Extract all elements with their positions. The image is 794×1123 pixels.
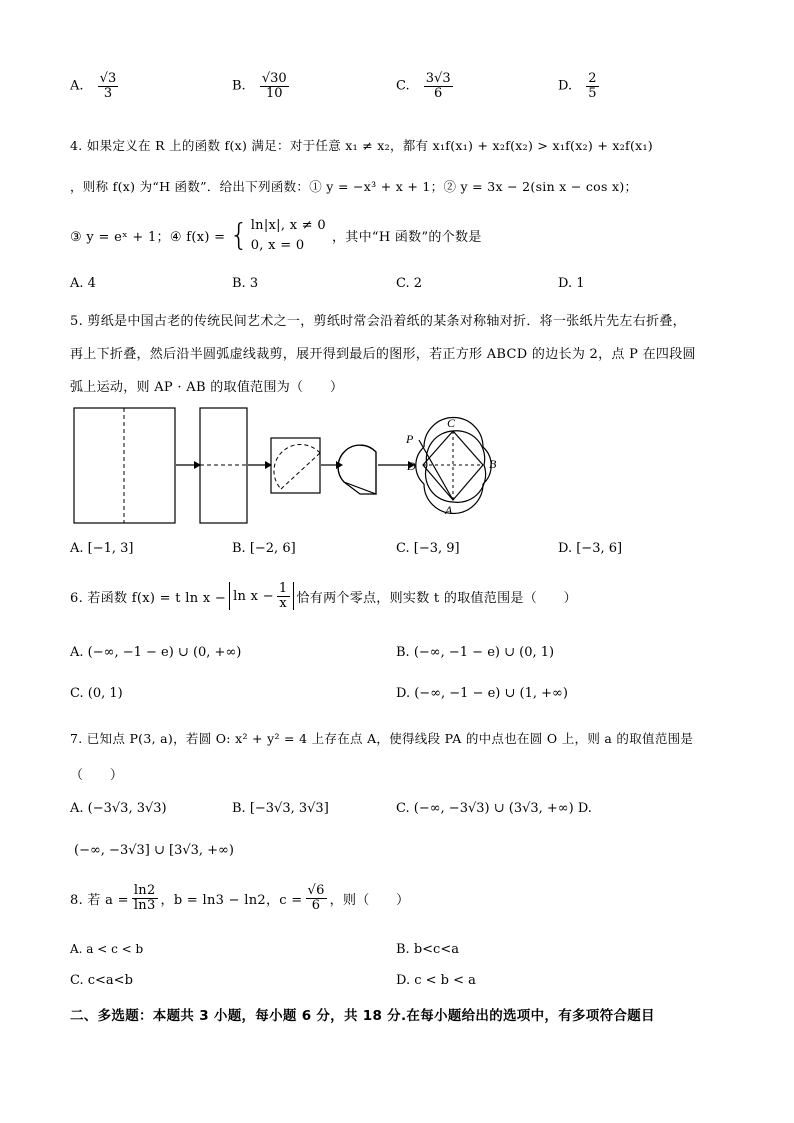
denominator: x <box>279 595 288 611</box>
q4-option-b: B. 3 <box>232 276 259 291</box>
q5-option-a: A. [−1, 3] <box>70 541 134 556</box>
fraction <box>586 72 598 100</box>
denominator: ln3 <box>133 897 156 913</box>
q6-option-b: B. (−∞, −1 − e) ∪ (0, 1) <box>396 645 555 660</box>
numerator: √30 <box>261 71 287 86</box>
q4-stem-line1: 4. 如果定义在 R 上的函数 f(x) 满足：对于任意 x₁ ≠ x₂，都有 x₁f(x₁) + x₂f(x₂) > x₁f(x₂) + x₂f(x₁) <box>70 138 653 153</box>
absolute-value <box>229 582 293 610</box>
paper-cutting-figure <box>70 402 510 524</box>
brace-icon: { <box>229 217 249 253</box>
q6-option-c: C. (0, 1) <box>70 686 123 701</box>
label-d: D <box>407 459 416 473</box>
q5-stem-line3: 弧上运动，则 AP · AB 的取值范围为（ ） <box>70 380 344 395</box>
q8-middle: ，b = ln3 − ln2，c = <box>160 892 303 908</box>
q7-option-b: B. [−3√3, 3√3] <box>232 801 329 816</box>
q8-option-a: A. a < c < b <box>70 942 144 956</box>
q8-lead: 8. 若 a = <box>70 892 129 908</box>
numerator: √3 <box>99 71 117 86</box>
q7-option-c: C. (−∞, −3√3) ∪ (3√3, +∞) D. <box>396 801 592 816</box>
label-c: C <box>447 416 456 430</box>
numerator: √6 <box>307 883 325 898</box>
denominator: 6 <box>434 85 443 101</box>
q3-option-d <box>558 72 599 100</box>
q4-option-c: C. 2 <box>396 276 423 291</box>
denominator: 6 <box>311 897 321 913</box>
q6-option-d: D. (−∞, −1 − e) ∪ (1, +∞) <box>396 686 568 701</box>
q7-stem-line1: 7. 已知点 P(3, a)，若圆 O: x² + y² = 4 上存在点 A，使得线段 PA 的中点也在圆 O 上，则 a 的取值范围是 <box>70 731 694 746</box>
q7-option-a: A. (−3√3, 3√3) <box>70 801 167 816</box>
q3-option-b <box>232 72 289 100</box>
abs-expression: ln x − <box>233 588 274 604</box>
fraction <box>424 72 453 100</box>
segment-pa <box>419 440 453 500</box>
fraction <box>98 72 119 100</box>
q6-stem <box>70 582 577 610</box>
denominator: 3 <box>103 85 113 101</box>
fraction-c <box>306 884 327 912</box>
option-letter: D. <box>558 78 573 94</box>
q5-option-d: D. [−3, 6] <box>558 541 623 556</box>
dashed-cut-arc <box>274 444 320 489</box>
numerator: ln2 <box>133 883 156 898</box>
numerator: 1 <box>278 581 288 596</box>
q5-stem-line2: 再上下折叠，然后沿半圆弧虚线裁剪，展开得到最后的图形，若正方形 ABCD 的边长为 2，点 P 在四段圆 <box>70 347 696 362</box>
q4-option-d: D. 1 <box>558 276 585 291</box>
q8-option-d: D. c < b < a <box>396 973 476 988</box>
q5-stem-line1: 5. 剪纸是中国古老的传统民间艺术之一，剪纸时常会沿着纸的某条对称轴对折．将一张纸片先左右折叠， <box>70 314 686 329</box>
q8-option-c: C. c<a<b <box>70 973 133 988</box>
q3-option-c <box>396 72 453 100</box>
case-2: 0, x = 0 <box>250 237 305 253</box>
q4-stem-line2: ，则称 f(x) 为“H 函数”．给出下列函数：① y = −x³ + x + 1；② y = 3x − 2(sin x − cos x)； <box>70 179 638 194</box>
q7-stem-line2: （ ） <box>70 768 124 783</box>
fraction <box>260 72 289 100</box>
arrowhead-icon <box>336 461 343 469</box>
q5-option-c: C. [−3, 9] <box>396 541 460 556</box>
q4-stem-line3 <box>70 216 482 255</box>
option-letter: C. <box>396 78 410 94</box>
q4-question: ，其中“H 函数”的个数是 <box>331 230 482 245</box>
numerator: 2 <box>588 71 597 86</box>
label-a: A <box>445 503 453 517</box>
dashed-diameter <box>281 453 320 489</box>
q4-option-a: A. 4 <box>70 276 96 291</box>
case-1: ln|x|, x ≠ 0 <box>250 218 326 233</box>
q7-option-d: (−∞, −3√3] ∪ [3√3, +∞) <box>74 843 234 858</box>
q3-option-a <box>70 72 118 100</box>
q6-question: 恰有两个零点，则实数 t 的取值范围是（ ） <box>296 590 577 606</box>
option-letter: A. <box>70 78 84 94</box>
q8-option-b: B. b<c<a <box>396 942 459 957</box>
label-p: P <box>406 432 414 446</box>
q8-stem <box>70 884 409 912</box>
cut-piece-outline <box>338 445 376 494</box>
denominator: 5 <box>588 85 597 101</box>
q8-tail: ，则（ ） <box>329 892 410 908</box>
piecewise-cases <box>251 216 326 255</box>
numerator: 3√3 <box>425 71 451 86</box>
option-letter: B. <box>232 78 246 94</box>
label-b: B <box>489 457 497 471</box>
section-heading: 二、多选题：本题共 3 小题，每小题 6 分，共 18 分.在每小题给出的选项中，有多项符合题目 <box>70 1008 655 1024</box>
denominator: 10 <box>265 85 283 101</box>
q6-lead: 6. 若函数 f(x) = t ln x − <box>70 590 227 606</box>
q5-option-b: B. [−2, 6] <box>232 541 296 556</box>
fraction-a <box>132 884 158 912</box>
q4-functions-3-4: ③ y = eˣ + 1；④ f(x) = <box>70 230 226 245</box>
q6-option-a: A. (−∞, −1 − e) ∪ (0, +∞) <box>70 645 242 660</box>
fraction <box>277 582 290 610</box>
